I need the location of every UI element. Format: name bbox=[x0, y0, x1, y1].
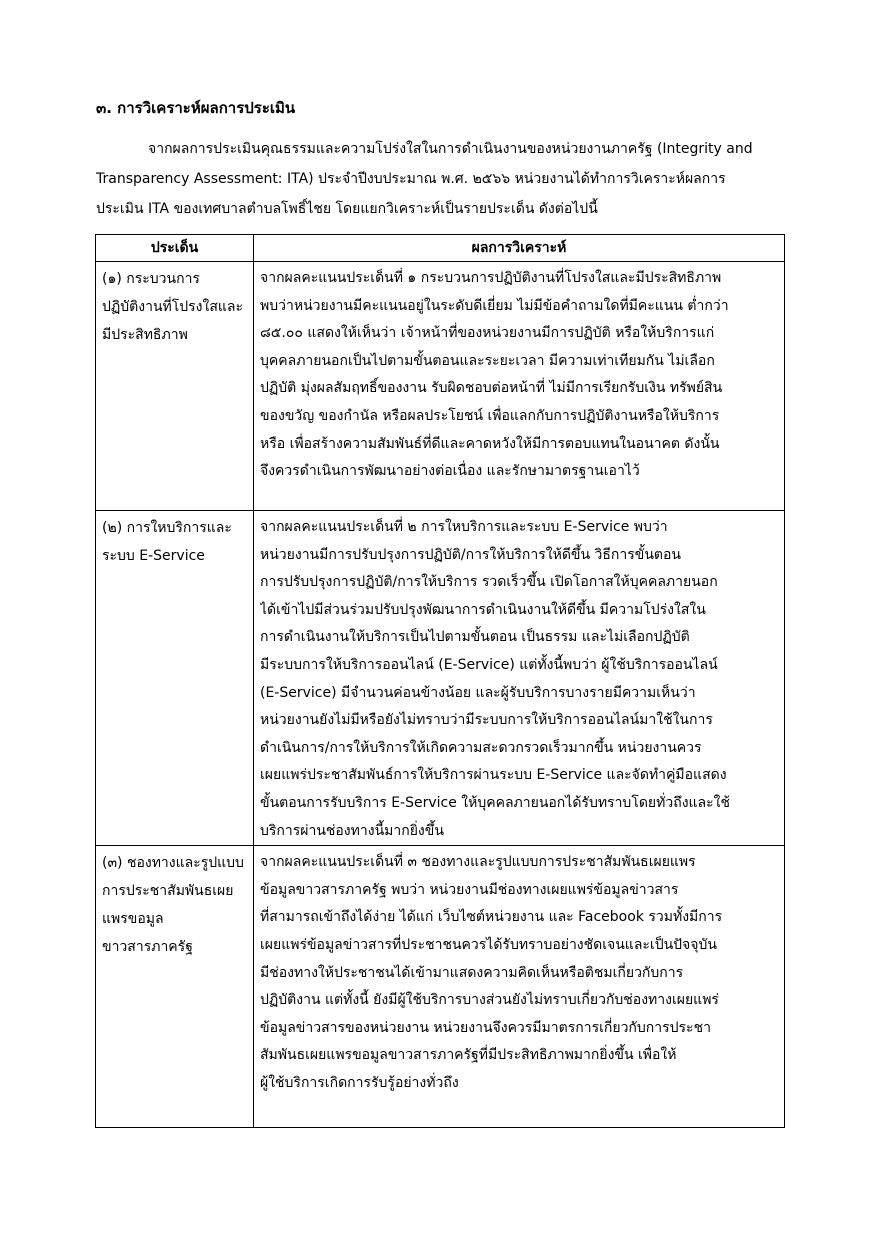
topic-cell bbox=[96, 511, 254, 846]
topic-line: ปฏิบัติงานที่โปรงใสและ bbox=[102, 299, 244, 315]
result-line: ปฏิบัติ มุ่งผลสัมฤทธิ์ของงาน รับผิดชอบต่อหน้าที่ ไม่มีการเรียกรับเงิน ทรัพย์สิน bbox=[260, 380, 723, 397]
result-line: ข้อมูลขาวสารภาครัฐ พบว่า หน่วยงานมีช่องทางเผยแพร่ข้อมูลข่าวสาร bbox=[260, 881, 679, 898]
result-line: จากผลคะแนนประเด็นที่ ๒ การใหบริการและระบบ E-Service พบว่า bbox=[260, 519, 668, 535]
result-line: ของขวัญ ของกำนัล หรือผลประโยชน์ เพื่อแลกกับการปฏิบัติงานหรือให้บริการ bbox=[260, 407, 720, 424]
result-line: หรือ เพื่อสร้างความสัมพันธ์ที่ดีและคาดหวังให้มีการตอบแทนในอนาคต ดังนั้น bbox=[260, 435, 720, 452]
topic-line: ขาวสารภาครัฐ bbox=[102, 939, 193, 956]
result-line: จากผลคะแนนประเด็นที่ ๓ ชองทางและรูปแบบการประชาสัมพันธเผยแพร bbox=[260, 854, 696, 871]
result-line: หน่วยงานมีการปรับปรุงการปฏิบัติ/การให้บริการให้ดีขึ้น วิธีการขั้นตอน bbox=[260, 546, 681, 563]
result-line: การปรับปรุงการปฏิบัติ/การให้บริการ รวดเร็วขึ้น เปิดโอกาสให้บุคคลภายนอก bbox=[260, 574, 718, 591]
intro-line: ประเมิน ITA ของเทศบาลตำบลโพธิ์ไชย โดยแยกวิเคราะห์เป็นรายประเด็น ดังต่อไปนี้ bbox=[96, 201, 598, 217]
result-line: ขั้นตอนการรับบริการ E-Service ให้บุคคลภายนอกได้รับทราบโดยทั่วถึงและใช้ bbox=[260, 794, 730, 811]
section-heading: ๓. การวิเคราะห์ผลการประเมิน bbox=[96, 99, 296, 117]
topic-line: (๓) ชองทางและรูปแบบ bbox=[102, 855, 244, 872]
result-line: เผยแพร่ข้อมูลข่าวสารที่ประชาชนควรได้รับทราบอย่างชัดเจนและเป็นปัจจุบัน bbox=[260, 936, 717, 953]
topic-cell bbox=[96, 262, 254, 511]
result-line: เผยแพร่ประชาสัมพันธ์การให้บริการผ่านระบบ E-Service และจัดทำคู่มือแสดง bbox=[260, 767, 727, 784]
result-line: มีช่องทางให้ประชาชนได้เข้ามาแสดงความคิดเห็นหรือติชมเกี่ยวกับการ bbox=[260, 964, 684, 981]
topic-line: (๒) การใหบริการและ bbox=[102, 520, 232, 536]
result-line: ได้เข้าไปมีส่วนร่วมปรับปรุงพัฒนาการดำเนินงานให้ดีขึ้น มีความโปร่งใสใน bbox=[260, 601, 706, 618]
result-cell bbox=[254, 262, 785, 511]
topic-line: (๑) กระบวนการ bbox=[102, 271, 200, 287]
result-line: ข้อมูลข่าวสารของหน่วยงาน หน่วยงานจึงควรมีมาตรการเกี่ยวกับการประชา bbox=[260, 1019, 711, 1036]
result-line: จึงควรดำเนินการพัฒนาอย่างต่อเนื่อง และรักษามาตรฐานเอาไว้ bbox=[260, 463, 640, 480]
topic-line: การประชาสัมพันธเผย bbox=[102, 883, 234, 900]
table-header-row bbox=[96, 235, 785, 262]
result-line: บริการผ่านช่องทางนี้มากยิ่งขึ้น bbox=[260, 822, 444, 839]
result-line: ๘๕.๐๐ แสดงให้เห็นว่า เจ้าหน้าที่ของหน่วยงานมีการปฏิบัติ หรือให้บริการแก่ bbox=[260, 325, 715, 342]
result-line: ที่สามารถเข้าถึงได้ง่าย ได้แก่ เว็บไซต์หน่วยงาน และ Facebook รวมทั้งมีการ bbox=[260, 909, 723, 926]
result-line: ผู้ใช้บริการเกิดการรับรู้อย่างทั่วถึง bbox=[260, 1074, 459, 1091]
result-cell bbox=[254, 846, 785, 1128]
topic-column-header: ประเด็น bbox=[96, 235, 254, 262]
result-line: บุคคลภายนอกเป็นไปตามขั้นตอนและระยะเวลา มีความเท่าเทียมกัน ไม่เลือก bbox=[260, 352, 715, 369]
topic-line: แพรขอมูล bbox=[102, 911, 164, 928]
table-row bbox=[96, 846, 785, 1128]
result-line: จากผลคะแนนประเด็นที่ ๑ กระบวนการปฏิบัติงานที่โปรงใสและมีประสิทธิภาพ bbox=[260, 270, 722, 286]
table-row bbox=[96, 511, 785, 846]
result-line: หน่วยงานยังไม่มีหรือยังไม่ทราบว่ามีระบบการให้บริการออนไลน์มาใช้ในการ bbox=[260, 712, 713, 729]
topic-cell bbox=[96, 846, 254, 1128]
intro-paragraph bbox=[96, 134, 784, 224]
intro-line: จากผลการประเมินคุณธรรมและความโปร่งใสในการดำเนินงานของหน่วยงานภาครัฐ (Integrity and bbox=[148, 141, 753, 157]
result-line: พบว่าหน่วยงานมีคะแนนอยู่ในระดับดีเยี่ยม ไม่มีข้อคำถามใดที่มีคะแนน ต่ำกว่า bbox=[260, 297, 729, 314]
result-column-header: ผลการวิเคราะห์ bbox=[254, 235, 785, 262]
result-line: มีระบบการให้บริการออนไลน์ (E-Service) แต่ทั้งนี้พบว่า ผู้ใช้บริการออนไลน์ bbox=[260, 656, 718, 673]
result-line: ดำเนินการ/การให้บริการให้เกิดความสะดวกรวดเร็วมากขึ้น หน่วยงานควร bbox=[260, 739, 702, 756]
result-cell bbox=[254, 511, 785, 846]
result-line: ปฏิบัติงาน แต่ทั้งนี้ ยังมีผู้ใช้บริการบางส่วนยังไม่ทราบเกี่ยวกับช่องทางเผยแพร่ bbox=[260, 992, 719, 1009]
result-line: สัมพันธเผยแพรขอมูลขาวสารภาครัฐที่มีประสิทธิภาพมากยิ่งขึ้น เพื่อให้ bbox=[260, 1047, 677, 1064]
intro-line: Transparency Assessment: ITA) ประจำปีงบประมาณ พ.ศ. ๒๕๖๖ หน่วยงานได้ทำการวิเคราะห์ผลการ bbox=[96, 171, 726, 187]
analysis-table bbox=[95, 234, 785, 1128]
topic-line: มีประสิทธิภาพ bbox=[102, 327, 188, 343]
topic-line: ระบบ E-Service bbox=[102, 548, 205, 564]
result-line: (E-Service) มีจำนวนค่อนข้างน้อย และผู้รับบริการบางรายมีความเห็นว่า bbox=[260, 684, 696, 701]
table-row bbox=[96, 262, 785, 511]
result-line: การดำเนินงานให้บริการเป็นไปตามขั้นตอน เป็นธรรม และไม่เลือกปฏิบัติ bbox=[260, 629, 690, 646]
